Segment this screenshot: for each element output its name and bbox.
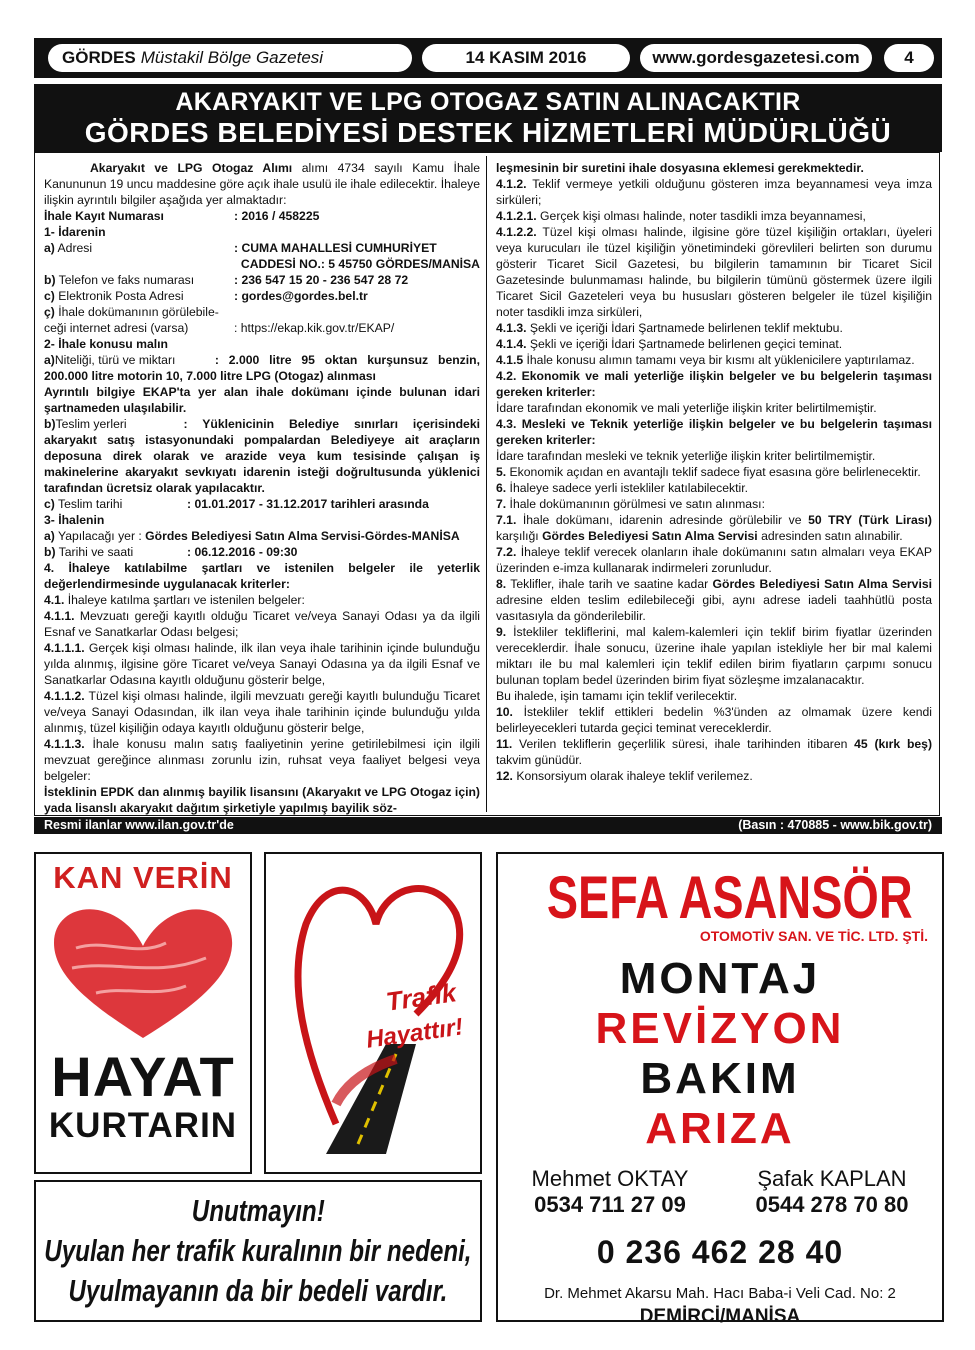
para-4-1-num: 4.1. [44,593,65,607]
goods-value: : 2.000 litre 95 oktan kurşunsuz benzin, 200.000 litre motorin 10, 7.000 litre LPG (Otogaz) alınması [44,353,480,383]
venue-letter: a) [44,529,55,543]
phone-row [44,272,480,288]
para-6 [496,480,932,496]
address-label-text: Adresi [54,241,93,255]
para-7-1-e: adresinden satın alınabilir. [757,529,903,543]
doc-url-label-2: ceği internet adresi (varsa) [44,321,189,335]
para-4-1-text: İhaleye katılma şartları ve istenilen belgeler: [64,593,305,607]
para-4-1-1-1 [44,640,480,688]
para-12-text: Konsorsiyum olarak ihaleye teklif verilemez. [512,769,753,783]
para-4-1 [44,592,480,608]
para-5-text: Ekonomik açıdan en avantajlı teklif sadece fiyat esasına göre belirlenecektir. [506,465,921,479]
contact-1 [532,1166,689,1218]
epdk-paragraph [44,784,480,816]
para-4-1-2-num: 4.1.2. [496,177,527,191]
para-4-1-1-3-num: 4.1.1.3. [44,737,85,751]
para-8-a: Teklifler, ihale tarih ve saatine kadar [506,577,713,591]
venue-row [44,528,480,544]
datetime-row [44,544,480,560]
reminder-box [34,1180,482,1322]
para-8-office: Gördes Belediyesi Satın Alma Servisi [712,577,932,591]
goods-label: Niteliği, türü ve miktarı [54,353,176,367]
paper-subtitle: Müstakil Bölge Gazetesi [140,48,324,67]
para-4-1-5-text: İhale konusu alımın tamamı veya bir kısmı alt yüklenicilere yaptırılamaz. [523,353,915,367]
para-4-1-2-1-num: 4.1.2.1. [496,209,537,223]
datetime-letter: b) [44,545,56,559]
doc-url-letter: ç) [44,305,55,319]
address-label [44,240,234,256]
para-4-3: İdare tarafından mesleki ve teknik yeterliğe ilişkin kriter belirtilmemiştir. [496,449,876,463]
phone-label-letter: b) [44,273,56,287]
para-7-num: 7. [496,497,507,511]
service-montaj: MONTAJ [619,954,821,1003]
para-9 [496,624,932,688]
para-4-1-1-num: 4.1.1. [44,609,75,623]
para-4-1-2-2-num: 4.1.2.2. [496,225,537,239]
contacts-row [498,1166,942,1218]
delivery-place-label: Teslim yerleri [55,417,127,431]
para-10-text: İstekliler teklif ettikleri bedelin %3'ünden az olmamak üzere kendi belirleyecekleri tutarda geçici teminat vereceklerdir. [496,705,932,735]
hayat-text: HAYAT [51,1045,235,1108]
section-2-text: 2- İhale konusu malın [44,337,168,351]
section-2-title [44,336,480,352]
para-7-1-fee: 50 TRY (Türk Lirası) [808,513,932,527]
para-4-1-4-num: 4.1.4. [496,337,527,351]
address-line-2 [44,256,480,272]
ekap-note-text: Ayrıntılı bilgiye EKAP'ta yer alan ihale dokümanı içinde bulunan idari şartnameden ulaşılabilir. [44,385,480,415]
para-7-2-num: 7.2. [496,545,517,559]
continuation-text: leşmesinin bir suretini ihale dosyasına eklemesi gerekmektedir. [496,161,864,175]
ikn-value: : 2016 / 458225 [234,209,320,223]
ekap-note [44,384,480,416]
address-text: Dr. Mehmet Akarsu Mah. Hacı Baba-i Veli Cad. No: 2 [544,1285,896,1302]
para-12-num: 12. [496,769,513,783]
section-1-text: 1- İdarenin [44,225,106,239]
datetime-label-text: Tarihi ve saati [55,545,134,559]
service-bakim: BAKIM [640,1054,800,1103]
datetime-label [44,544,187,560]
email-value[interactable]: : gordes@gordes.bel.tr [234,289,368,303]
para-8-num: 8. [496,577,507,591]
para-4-1-3 [496,320,932,336]
delivery-place-letter: b) [44,417,56,431]
section-4-title [44,560,480,592]
kan-verin-text: KAN VERİN [53,860,233,895]
company-name: SEFA ASANSÖR [546,864,913,931]
venue-value: Gördes Belediyesi Satın Alma Servisi-Gördes-MANİSA [145,529,460,543]
traffic-panel [264,852,482,1174]
para-4-1-2-2-text: Tüzel kişi olması halinde, ilgisine göre tüzel kişiliğin ortakları, üyeleri veya kurucuları ile tüzel kişiliğin yönetimindeki görevlileri belirten son durumu gösterir Ticaret Sicil Gazetesi, bu bilgilerin tamamının bir Ticaret Sicil Gazetesinde bulunmaması halinde, bu bilgilerin tümünü göstermek üzere ilgili Ticaret Sicil Gazeteleri veya bu hususları gösteren belgeler ile tüzel kişiliğin noter tasdikli imza sirküleri, [496,225,932,319]
para-6-num: 6. [496,481,507,495]
para-11-c: takvim günüdür. [496,753,583,767]
para-4-1-1-3-text: İhale konusu malın satış faaliyetinin yerine getirilebilmesi için ilgili mevzuat gereğince alınması zorunlu izin, ruhsat veya faaliyet belgesi veya belgeler: [44,737,480,783]
para-4-1-5 [496,352,932,368]
para-4-1-1-3 [44,736,480,784]
goods-row [44,352,480,384]
para-4-1-2-1 [496,208,932,224]
paper-name: GÖRDES [62,48,136,67]
address-label-letter: a) [44,241,55,255]
phone-label-text: Telefon ve faks numarası [55,273,195,287]
heart-road-icon [266,854,480,1172]
para-7-1-num: 7.1. [496,513,517,527]
para-8-c: adresine elden teslim edilebileceği gibi, aynı adrese iadeli taahhütlü posta vasıtasıyla da gönderilebilir. [496,593,932,623]
doc-url-row [44,320,480,336]
kurtarin-text: KURTARIN [48,1106,238,1145]
page-number: 4 [884,44,934,72]
para-7-1 [496,512,932,544]
para-4-2-heading [496,368,932,400]
para-11-a: Verilen tekliflerin geçerlilik süresi, ihale tarihinden itibaren [512,737,855,751]
reminder-line-2: Uyulan her trafik kuralının bir nedeni, [44,1233,472,1268]
notice-subtitle: GÖRDES BELEDİYESİ DESTEK HİZMETLERİ MÜDÜRLÜĞÜ [84,117,892,148]
hayattir-text: Hayattır! [364,1013,465,1054]
para-4-1-1-2-text: Tüzel kişi olması halinde, ilgili mevzuatı gereği kayıtlı bulunduğu Ticaret ve/veya Sanayi Odasından, ilk ilan veya ihale tarihinin içinde bulunduğu yılda alınmış, tüzel kişiliğin odaya kayıtlı olduğunu gösterir belge, [44,689,480,735]
para-7-2-text: İhaleye teklif verecek olanların ihale dokümanını satın almaları veya EKAP üzerinden e-imza kullanarak indirmeleri zorunludur. [496,545,932,575]
phone-label [44,272,234,288]
contact-2 [756,1166,909,1218]
landline-phone[interactable]: 0 236 462 28 40 [596,1234,844,1270]
doc-url-label-text: İhale dokümanının görülebile- [54,305,219,319]
delivery-date-label-text: Teslim tarihi [54,497,123,511]
para-4-3-heading [496,416,932,448]
service-ariza: ARIZA [645,1104,795,1153]
section-4-text: 4. İhaleye katılabilme şartları ve istenilen belgeler ile yeterlik değerlendirmesinde uygulanacak kriterler: [44,561,480,591]
para-4-1-2-1-text: Gerçek kişi olması halinde, noter tasdikli imza beyannamesi, [536,209,866,223]
para-9-text: İstekliler tekliflerini, mal kalem-kalemleri için teklif birim fiyatlar üzerinden vereceklerdir. İhale sonucu, üzerine ihale yapılan istekliyle her bir mal kalemi miktarı ile bu mal kalemleri için teklif edilen birim fiyatların çarpımı sonucu bulunan toplam bedel üzerinden birim fiyat sözleşme imzalanacaktır. [496,625,932,687]
company-subtitle: OTOMOTİV SAN. VE TİC. LTD. ŞTİ. [699,928,928,944]
section-3-text: 3- İhalenin [44,513,105,527]
notice-title: AKARYAKIT VE LPG OTOGAZ SATIN ALINACAKTIR [175,88,801,116]
contact-1-phone[interactable]: 0534 711 27 09 [534,1192,686,1217]
para-4-1-1-1-text: Gerçek kişi olması halinde, ilk ilan veya ihale tarihinin içinde bulunduğu yılda alınmış, ilgisine göre Ticaret ve/veya Sanayi Odasına ya da ilgili Esnaf ve Sanatkarlar Odasına kayıtlı olduğunu gösterir belge, [44,641,480,687]
para-4-1-2-2 [496,224,932,320]
para-7-2 [496,544,932,576]
notice-left-column [44,160,480,816]
email-label-letter: c) [44,289,55,303]
intro-text: alımı 4734 sayılı Kamu İhale Kanununun 19 uncu maddesine göre açık ihale usulü ile ihale edilecektir. İhaleye ilişkin ayrıntılı bilgiler aşağıda yer almaktadır: [44,161,480,207]
para-6-text: İhaleye sadece yerli istekliler katılabilecektir. [506,481,748,495]
para-10 [496,704,932,736]
contact-2-name: Şafak KAPLAN [757,1166,907,1191]
para-7-1-a: İhale dokümanı, idarenin adresinde görülebilir ve [516,513,809,527]
contact-1-name: Mehmet OKTAY [531,1166,689,1191]
ikn-row [44,208,480,224]
ikn-label: İhale Kayıt Numarası [44,209,164,223]
trafik-text: Trafik [384,977,459,1017]
email-label [44,288,234,304]
address-value-1: : CUMA MAHALLESİ CUMHURİYET [234,241,437,255]
para-11 [496,736,932,768]
para-5-num: 5. [496,465,507,479]
contact-2-phone[interactable]: 0544 278 70 80 [755,1192,909,1217]
para-4-1-1-1-num: 4.1.1.1. [44,641,85,655]
para-8 [496,576,932,624]
notice-footer [34,817,942,834]
para-4-1-4 [496,336,932,352]
para-7 [496,496,932,512]
footer-press-code: (Basın : 470885 - www.bik.gov.tr) [738,818,932,832]
delivery-date-value: : 01.01.2017 - 31.12.2017 tarihleri arasında [187,497,429,511]
para-7-text: İhale dokümanının görülmesi ve satın alınması: [506,497,765,511]
continuation [496,160,932,176]
delivery-date-label [44,496,187,512]
address-value-2: CADDESİ NO.: 5 45750 GÖRDES/MANİSA [240,257,480,271]
para-4-1-1-text: Mevzuatı gereği kayıtlı olduğu Ticaret ve/veya Sanayi Odası ya da ilgili Esnaf ve Sanatkarlar Odası belgesi; [44,609,480,639]
traffic-blood-ad [34,852,482,1322]
epdk-text: İsteklinin EPDK dan alınmış bayilik lisansını (Akaryakıt ve LPG Otogaz için) yada lisanslı akaryakıt dağıtım şirketiyle yapılmış bayilik söz- [44,785,480,815]
para-11-days: 45 (kırk beş) [854,737,933,751]
reminder-line-3: Uyulmayanın da bir bedeli vardır. [68,1273,448,1308]
para-4-1-3-text: Şekli ve içeriği İdari Şartnamede belirlenen teklif mektubu. [526,321,843,335]
para-4-1-5-num: 4.1.5 [496,353,524,367]
delivery-place-value: : Yüklenicinin Belediye sınırları içerisindeki akaryakıt satış istasyonundaki pompalardan Belediyeye ait araçların deposuna direk olarak ve arazide veya kum tesisinde çalışan iş makinelerine akaryakıt sevkıyatı idarenin isteği doğrultusunda yüklenici tarafından ücretsiz olarak yapılacaktır. [44,417,480,495]
datetime-value: : 06.12.2016 - 09:30 [187,545,298,559]
section-1-title [44,224,480,240]
intro-paragraph [44,160,480,208]
para-7-1-office: Gördes Belediyesi Satın Alma Servisi [542,529,758,543]
para-4-2: İdare tarafından ekonomik ve mali yeterliğe ilişkin kriter belirtilmemiştir. [496,401,877,415]
para-4-1-2 [496,176,932,208]
website-link[interactable]: www.gordesgazetesi.com [640,44,872,72]
notice-banner [34,84,942,152]
footer-official-notices: Resmi ilanlar www.ilan.gov.tr'de [44,818,234,832]
notice-right-column [496,160,932,784]
city-text: DEMİRCİ/MANİSA [639,1306,801,1327]
para-12 [496,768,932,784]
para-5 [496,464,932,480]
paper-name-pill [48,44,412,72]
section-3-title [44,512,480,528]
delivery-place [44,416,480,496]
para-7-1-c: karşılığı [496,529,543,543]
blood-donation-panel [34,852,252,1174]
para-4-1-1-2 [44,688,480,736]
issue-date: 14 KASIM 2016 [422,44,630,72]
para-4-1-4-text: Şekli ve içeriği İdari Şartnamede belirlenen geçici teminat. [526,337,843,351]
doc-url-value[interactable]: : https://ekap.kik.gov.tr/EKAP/ [234,321,395,335]
phone-value: : 236 547 15 20 - 236 547 28 72 [234,273,409,287]
para-9-b: Bu ihalede, işin tamamı için teklif verilecektir. [496,689,738,703]
delivery-date-letter: c) [44,497,55,511]
para-10-num: 10. [496,705,513,719]
intro-bold: Akaryakıt ve LPG Otogaz Alımı [90,161,293,175]
para-4-1-1-2-num: 4.1.1.2. [44,689,85,703]
para-4-2-heading-text: 4.2. Ekonomik ve mali yeterliğe ilişkin belgeler ve bu belgelerin taşıması gereken kriterler: [496,369,932,399]
address-row [44,240,480,256]
delivery-date-row [44,496,480,512]
goods-letter: a) [44,353,55,367]
service-revizyon: REVİZYON [595,1004,845,1053]
email-label-text: Elektronik Posta Adresi [54,289,184,303]
email-row [44,288,480,304]
para-9-num: 9. [496,625,507,639]
sefa-asansor-ad [496,852,944,1327]
doc-url-label-1 [44,304,480,320]
heart-icon [36,898,250,1048]
para-11-num: 11. [496,737,513,751]
column-divider [486,156,487,812]
para-4-1-3-num: 4.1.3. [496,321,527,335]
para-4-3-heading-text: 4.3. Mesleki ve Teknik yeterliğe ilişkin belgeler ve bu belgelerin taşıması gereken kriterler: [496,417,932,447]
para-4-1-2-text: Teklif vermeye yetkili olduğunu gösteren imza beyannamesi veya imza sirküleri; [496,177,932,207]
reminder-line-1: Unutmayın! [191,1193,325,1228]
venue-label: Yapılacağı yer : [54,529,146,543]
para-4-1-1 [44,608,480,640]
